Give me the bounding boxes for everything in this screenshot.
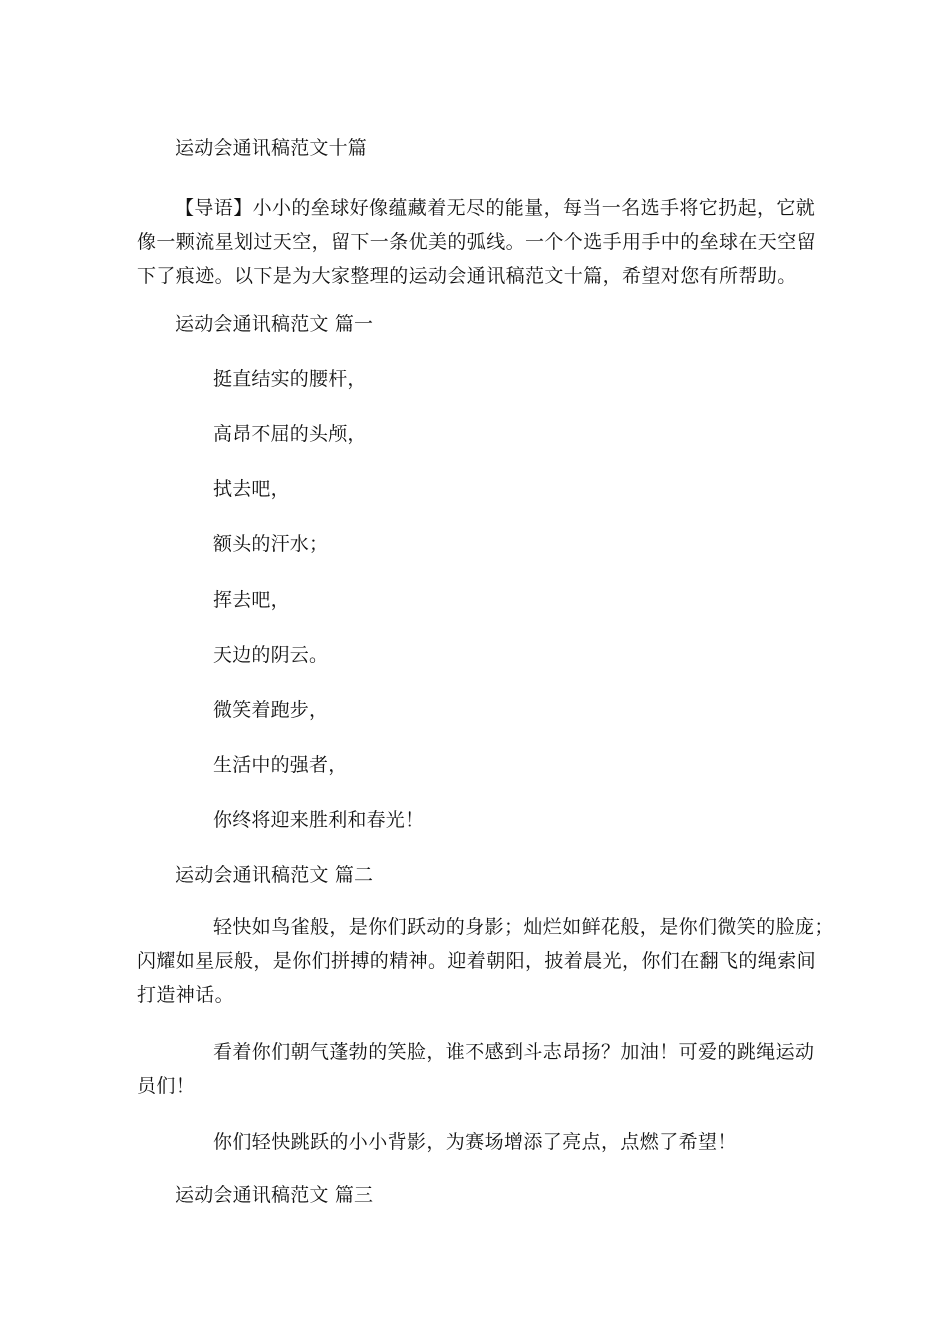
intro-line: 【导语】小小的垒球好像蕴藏着无尽的能量，每当一名选手将它扔起，它就 [175, 197, 816, 219]
section2-paragraph [137, 1035, 817, 1103]
section-heading-2: 运动会通讯稿范文 篇二 [175, 864, 374, 886]
paragraph-line: 轻快如鸟雀般，是你们跃动的身影；灿烂如鲜花般，是你们微笑的脸庞； [213, 916, 834, 938]
intro-paragraph [137, 191, 817, 293]
poem-line: 生活中的强者， [213, 754, 348, 776]
section2-paragraph [137, 1125, 817, 1159]
paragraph-line: 看着你们朝气蓬勃的笑脸，谁不感到斗志昂扬？加油！可爱的跳绳运动 [213, 1041, 815, 1063]
intro-line: 下了痕迹。以下是为大家整理的运动会通讯稿范文十篇，希望对您有所帮助。 [137, 265, 797, 287]
poem-line: 微笑着跑步， [213, 699, 329, 721]
poem-line: 拭去吧， [213, 478, 290, 500]
poem-line: 天边的阴云。 [213, 644, 329, 666]
paragraph-line: 打造神话。 [137, 984, 235, 1006]
poem-line: 高昂不屈的头颅， [213, 423, 367, 445]
document-title: 运动会通讯稿范文十篇 [175, 137, 368, 159]
paragraph-line: 你们轻快跳跃的小小背影，为赛场增添了亮点，点燃了希望！ [213, 1131, 737, 1153]
section2-paragraph [137, 910, 834, 1012]
paragraph-line: 闪耀如星辰般，是你们拼搏的精神。迎着朝阳，披着晨光，你们在翻飞的绳索间 [137, 950, 817, 972]
poem-line: 挥去吧， [213, 589, 290, 611]
poem-line: 你终将迎来胜利和春光！ [213, 809, 425, 831]
intro-line: 像一颗流星划过天空，留下一条优美的弧线。一个个选手用手中的垒球在天空留 [137, 231, 817, 253]
paragraph-line: 员们！ [137, 1075, 196, 1097]
section-heading-3: 运动会通讯稿范文 篇三 [175, 1184, 374, 1206]
section-heading-1: 运动会通讯稿范文 篇一 [175, 313, 374, 335]
poem-line: 挺直结实的腰杆， [213, 368, 367, 390]
poem-line: 额头的汗水； [213, 533, 329, 555]
